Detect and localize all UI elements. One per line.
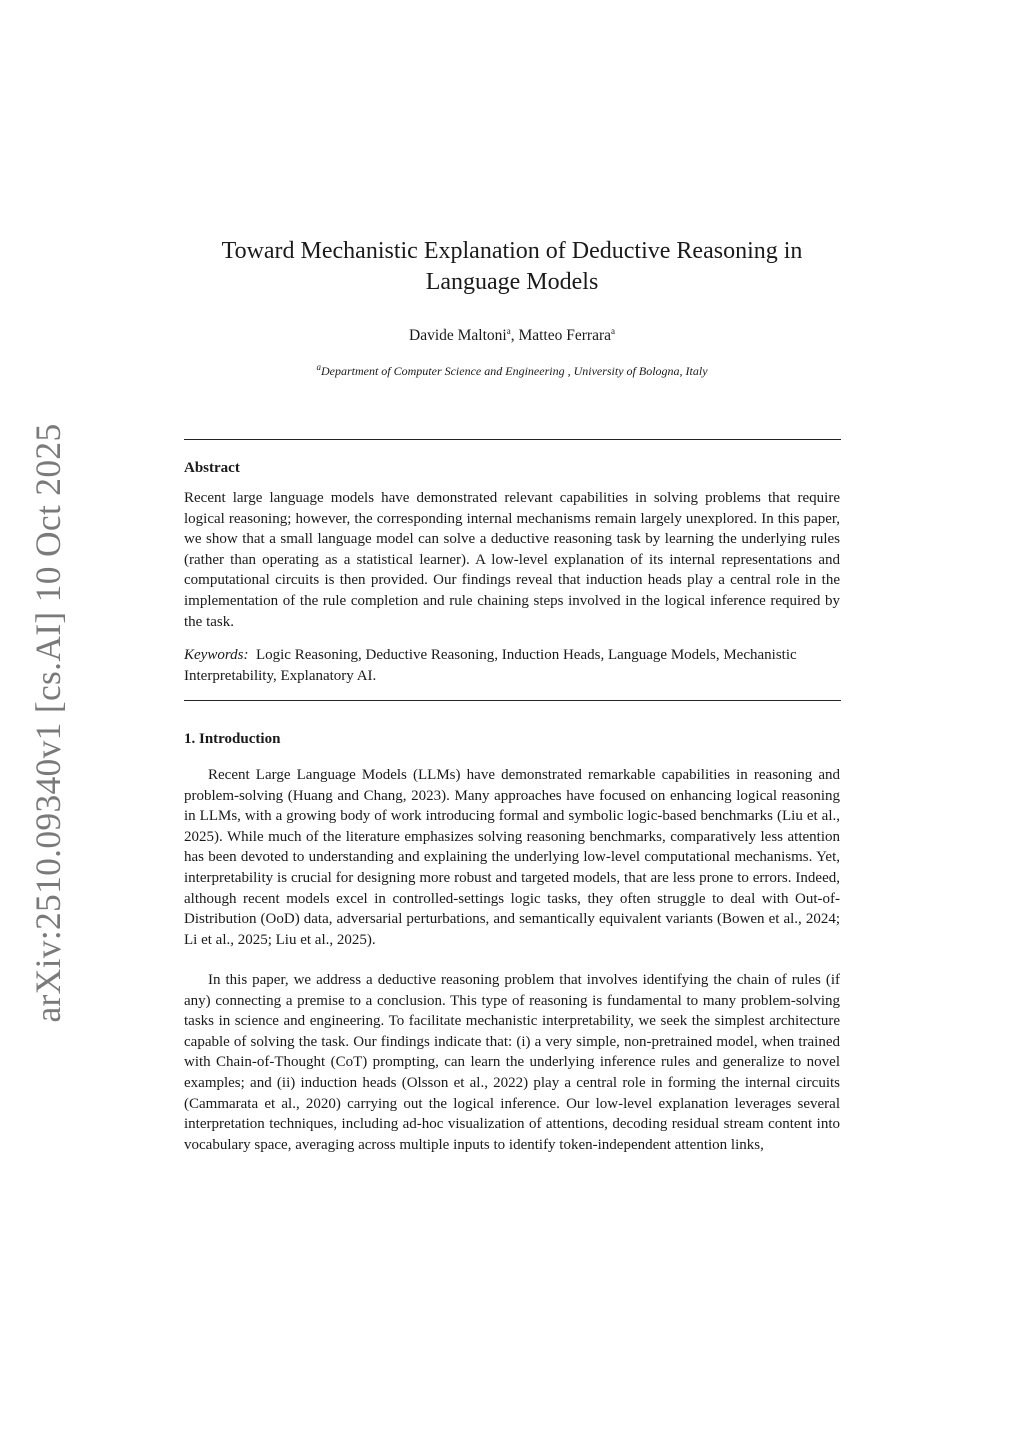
author-affiliation-marker: a: [611, 325, 615, 336]
author-separator: ,: [510, 327, 519, 344]
arxiv-identifier-stamp: arXiv:2510.09340v1 [cs.AI] 10 Oct 2025: [28, 423, 68, 1023]
author-name: Matteo Ferrara: [518, 327, 611, 344]
introduction-paragraph-2: In this paper, we address a deductive reasoning problem that involves identifying the chain of rules (if any) connecting a premise to a conclusion. This type of reasoning is fundamental to many problem-solving tasks in science and engineering. To facilitate mechanistic interpretability, we seek the simplest architecture capable of solving the task. Our findings indicate that: (i) a very simple, non-pretrained model, when trained with Chain-of-Thought (CoT) prompting, can learn the underlying inference rules and generalize to novel examples; and (ii) induction heads (Olsson et al., 2022) play a central role in forming the internal circuits (Cammarata et al., 2020) carrying out the logical inference. Our low-level explanation leverages several interpretation techniques, including ad-hoc visualization of attentions, decoding residual stream content into vocabulary space, averaging across multiple inputs to identify token-independent attention links,: [184, 972, 840, 1153]
affiliation: [184, 363, 840, 379]
abstract-bottom-rule: [184, 700, 841, 701]
abstract-heading: Abstract: [184, 460, 240, 476]
paper-title: Toward Mechanistic Explanation of Deductive Reasoning in Language Models: [221, 238, 803, 295]
introduction-heading: 1. Introduction: [184, 731, 281, 747]
author-list: [184, 326, 840, 346]
author-name: Davide Maltoni: [409, 327, 507, 344]
abstract-top-rule: [184, 439, 841, 440]
author-affiliation-marker: a: [506, 325, 511, 336]
keywords-list: Logic Reasoning, Deductive Reasoning, Induction Heads, Language Models, Mechanistic Interpretability, Explanatory AI.: [184, 647, 797, 684]
keywords: [184, 645, 840, 686]
keywords-label: Keywords:: [184, 647, 249, 663]
abstract-text: Recent large language models have demonstrated relevant capabilities in solving problems that require logical reasoning; however, the corresponding internal mechanisms remain largely unexplored. In this paper, we show that a small language model can solve a deductive reasoning task by learning the underlying rules (rather than operating as a statistical learner). A low-level explanation of its internal representations and computational circuits is then provided. Our findings reveal that induction heads play a central role in the implementation of the rule completion and rule chaining steps involved in the logical inference required by the task.: [184, 490, 840, 630]
affiliation-marker: a: [316, 362, 321, 372]
affiliation-text: Department of Computer Science and Engineering , University of Bologna, Italy: [320, 364, 708, 378]
introduction-paragraph-1: Recent Large Language Models (LLMs) have demonstrated remarkable capabilities in reasoning and problem-solving (Huang and Chang, 2023). Many approaches have focused on enhancing logical reasoning in LLMs, with a growing body of work introducing formal and symbolic logic-based benchmarks (Liu et al., 2025). While much of the literature emphasizes solving reasoning benchmarks, comparatively less attention has been devoted to understanding and explaining the underlying low-level computational mechanisms. Yet, interpretability is crucial for designing more robust and targeted models, that are less prone to errors. Indeed, although recent models excel in controlled-settings logic tasks, they often struggle to deal with Out-of-Distribution (OoD) data, adversarial perturbations, and semantically equivalent variants (Bowen et al., 2024; Li et al., 2025; Liu et al., 2025).: [184, 767, 840, 948]
